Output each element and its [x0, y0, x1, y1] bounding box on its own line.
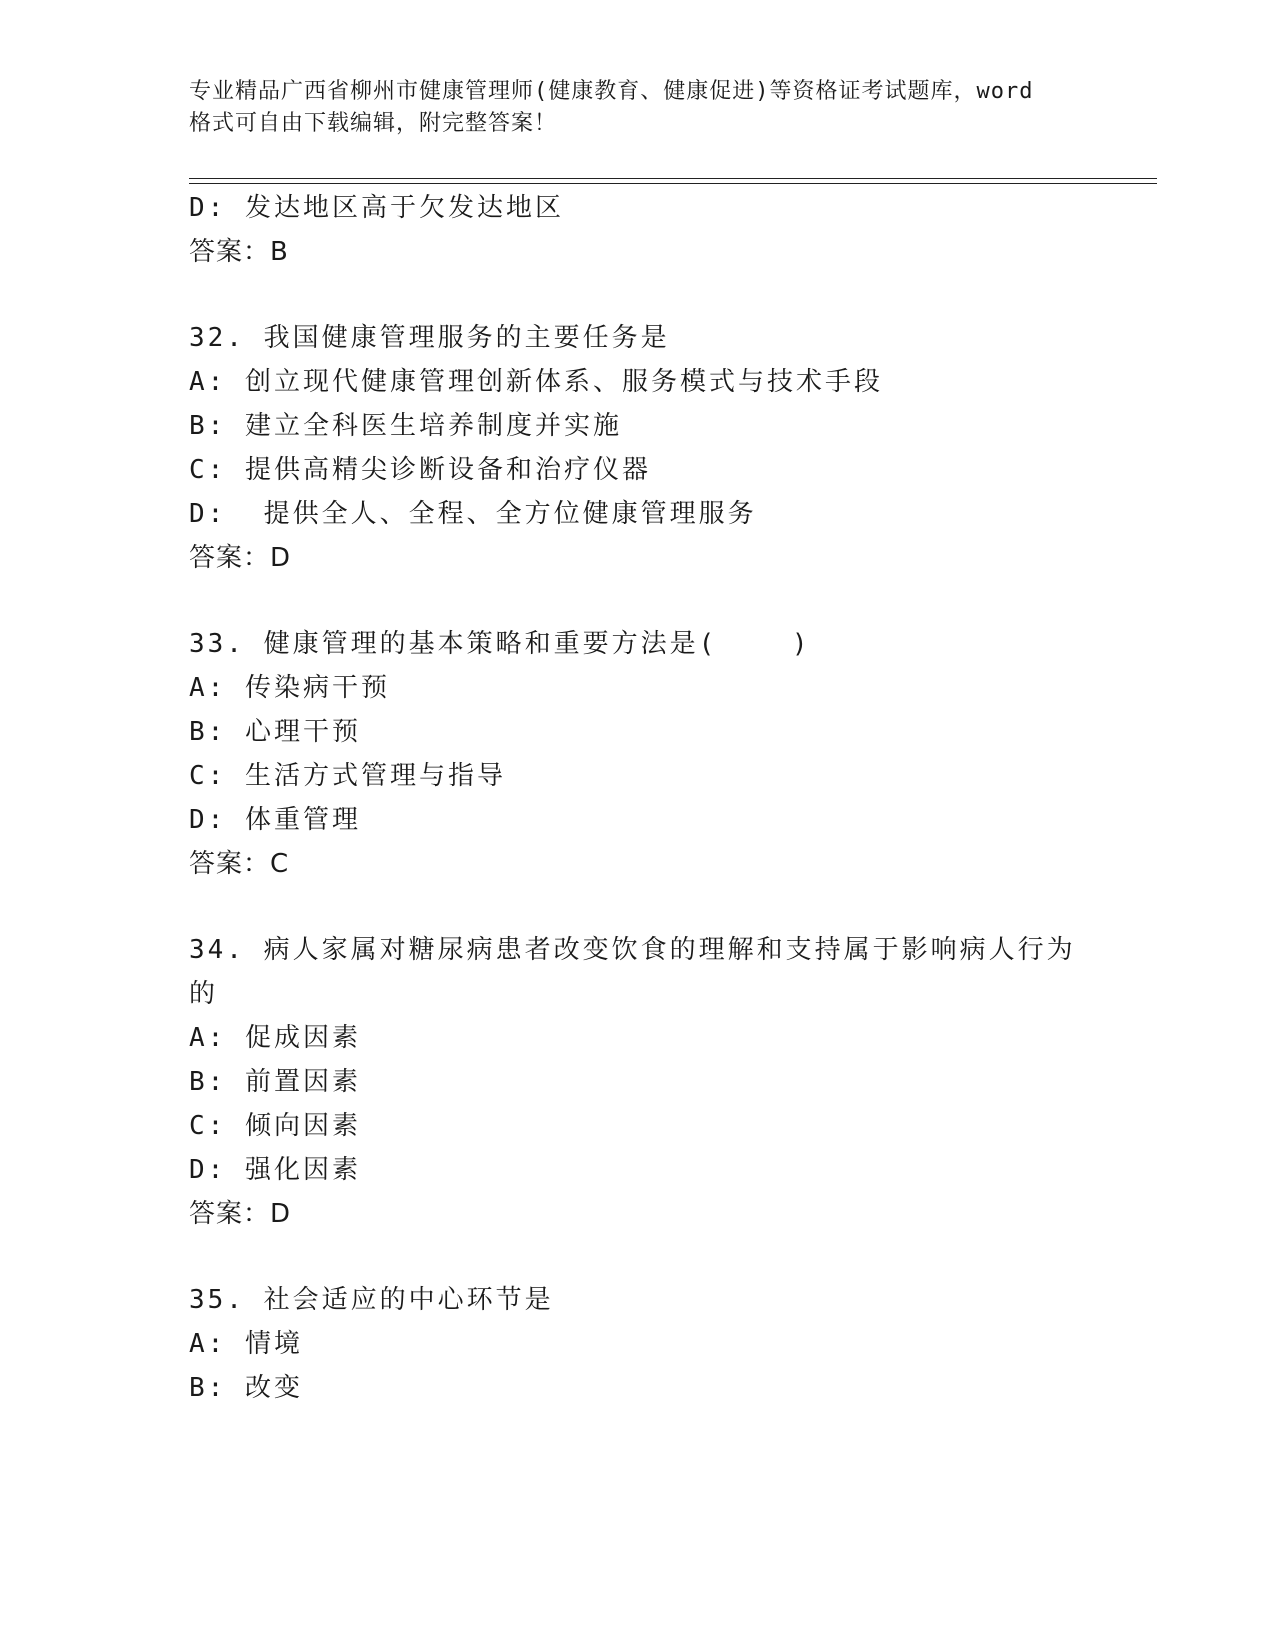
option-line: C: 提供高精尖诊断设备和治疗仪器 — [189, 455, 651, 485]
header-line-2: 格式可自由下载编辑，附完整答案！ — [189, 111, 558, 136]
answer-line: 答案：C — [189, 849, 290, 879]
option-line: A: 情境 — [189, 1329, 303, 1359]
option-line: C: 生活方式管理与指导 — [189, 761, 506, 791]
option-line: D: 提供全人、全程、全方位健康管理服务 — [189, 499, 757, 529]
option-line: B: 改变 — [189, 1373, 303, 1403]
answer-line: 答案：D — [189, 543, 292, 573]
option-line: C: 倾向因素 — [189, 1111, 361, 1141]
option-line: A: 促成因素 — [189, 1023, 361, 1053]
option-line: A: 创立现代健康管理创新体系、服务模式与技术手段 — [189, 367, 883, 397]
question-line: 35. 社会适应的中心环节是 — [189, 1285, 554, 1315]
option-line: B: 建立全科医生培养制度并实施 — [189, 411, 622, 441]
header-divider-bottom — [189, 183, 1157, 184]
header-line-1: 专业精品广西省柳州市健康管理师(健康教育、健康促进)等资格证考试题库，word — [189, 79, 1034, 104]
header-divider-top — [189, 178, 1157, 179]
option-line: A: 传染病干预 — [189, 673, 390, 703]
question-line: 33. 健康管理的基本策略和重要方法是( ) — [189, 629, 811, 659]
option-line: D: 发达地区高于欠发达地区 — [189, 193, 564, 223]
question-line-continued: 的 — [189, 979, 219, 1009]
option-line: D: 体重管理 — [189, 805, 361, 835]
answer-line: 答案：B — [189, 237, 289, 267]
answer-line: 答案：D — [189, 1199, 292, 1229]
document-header — [189, 76, 1089, 140]
option-line: B: 前置因素 — [189, 1067, 361, 1097]
option-line: D: 强化因素 — [189, 1155, 361, 1185]
question-line: 32. 我国健康管理服务的主要任务是 — [189, 323, 670, 353]
option-line: B: 心理干预 — [189, 717, 361, 747]
question-line: 34. 病人家属对糖尿病患者改变饮食的理解和支持属于影响病人行为 — [189, 935, 1076, 965]
